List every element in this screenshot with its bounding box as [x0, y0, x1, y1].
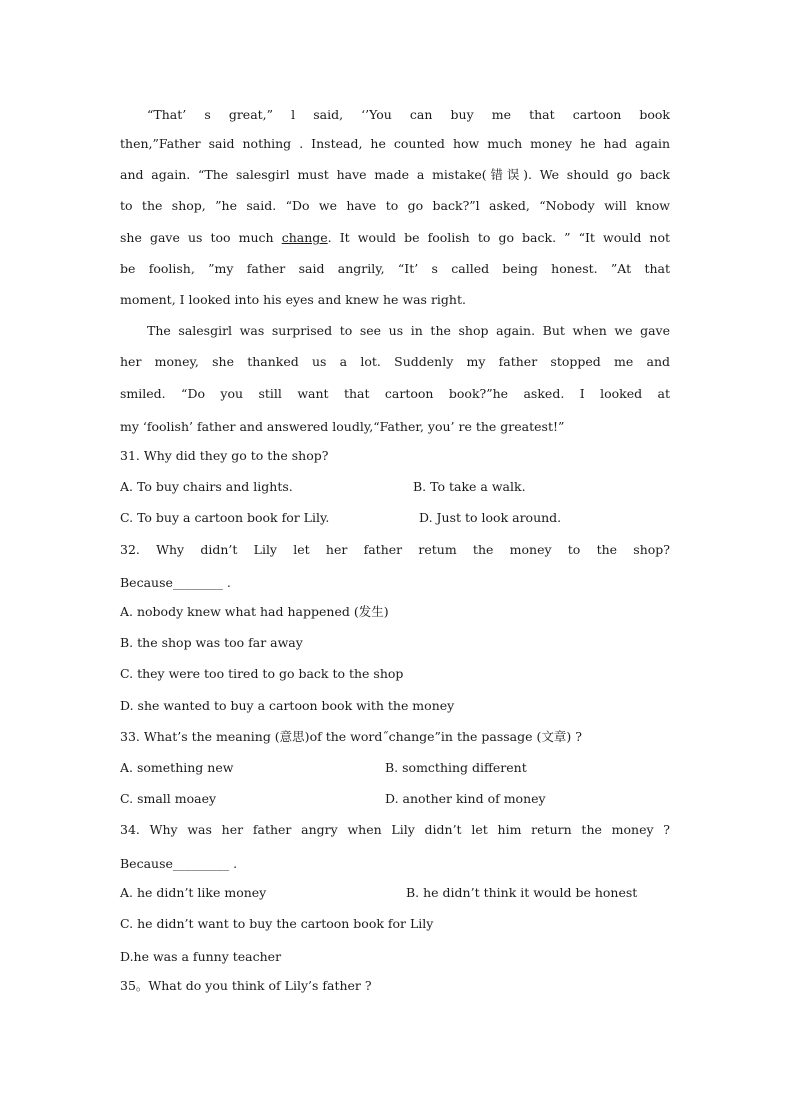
question-34-option-a: A. he didn’t like money	[120, 885, 267, 900]
question-33-option-d: D. another kind of money	[385, 791, 546, 806]
passage-line: “That’ s great,” l said, ‘’You can buy me that cartoon book	[147, 107, 670, 122]
question-32-blank: Because________ .	[120, 575, 231, 590]
passage-line: moment, I looked into his eyes and knew he was right.	[120, 292, 466, 307]
question-34-option-b: B. he didn’t think it would be honest	[406, 885, 638, 900]
question-31-option-b: B. To take a walk.	[413, 479, 526, 494]
question-33-stem: 33. What’s the meaning (意思)of the word˝change”in the passage (文章) ?	[120, 729, 582, 744]
question-34-option-c: C. he didn’t want to buy the cartoon book for Lily	[120, 916, 434, 931]
question-32-stem: 32. Why didn’t Lily let her father retum the money to the shop?	[120, 542, 670, 557]
question-33-option-b: B. somcthing different	[385, 760, 527, 775]
passage-line: then,”Father said nothing . Instead, he counted how much money he had again	[120, 136, 670, 151]
passage-line	[120, 229, 670, 247]
question-33-option-a: A. something new	[120, 760, 234, 775]
question-32-option-a: A. nobody knew what had happened (发生)	[120, 604, 389, 619]
passage-line: my ‘foolish’ father and answered loudly,“Father, you’ re the greatest!”	[120, 419, 565, 434]
passage-line: to the shop, ”he said. “Do we have to go back?”l asked, “Nobody will know	[120, 198, 670, 213]
underlined-word-change: change	[281, 230, 328, 245]
question-33-option-c: C. small moaey	[120, 791, 217, 806]
question-31-option-a: A. To buy chairs and lights.	[120, 479, 293, 494]
passage-line: smiled. “Do you still want that cartoon book?”he asked. I looked at	[120, 386, 670, 401]
passage-line: her money, she thanked us a lot. Suddenly my father stopped me and	[120, 354, 670, 369]
question-34-blank: Because_________ .	[120, 856, 238, 871]
question-31-option-d: D. Just to look around.	[419, 510, 562, 525]
passage-line: The salesgirl was surprised to see us in the shop again. But when we gave	[147, 323, 670, 338]
passage-text: . It would be foolish to go back. ” “It would not	[327, 230, 670, 245]
question-34-stem: 34. Why was her father angry when Lily didn’t let him return the money ?	[120, 822, 670, 837]
passage-line: be foolish, ”my father said angrily, “It’ s called being honest. ”At that	[120, 261, 670, 276]
question-32-option-c: C. they were too tired to go back to the shop	[120, 666, 404, 681]
question-31-option-c: C. To buy a cartoon book for Lily.	[120, 510, 330, 525]
passage-text: she gave us too much	[120, 230, 282, 245]
question-35-stem: 35。What do you think of Lily’s father ?	[120, 978, 372, 993]
question-32-option-d: D. she wanted to buy a cartoon book with the money	[120, 698, 455, 713]
question-31-stem: 31. Why did they go to the shop?	[120, 448, 329, 463]
passage-line: and again. “The salesgirl must have made a mistake(错误). We should go back	[120, 167, 670, 182]
question-34-option-d: D.he was a funny teacher	[120, 949, 282, 964]
question-32-option-b: B. the shop was too far away	[120, 635, 303, 650]
